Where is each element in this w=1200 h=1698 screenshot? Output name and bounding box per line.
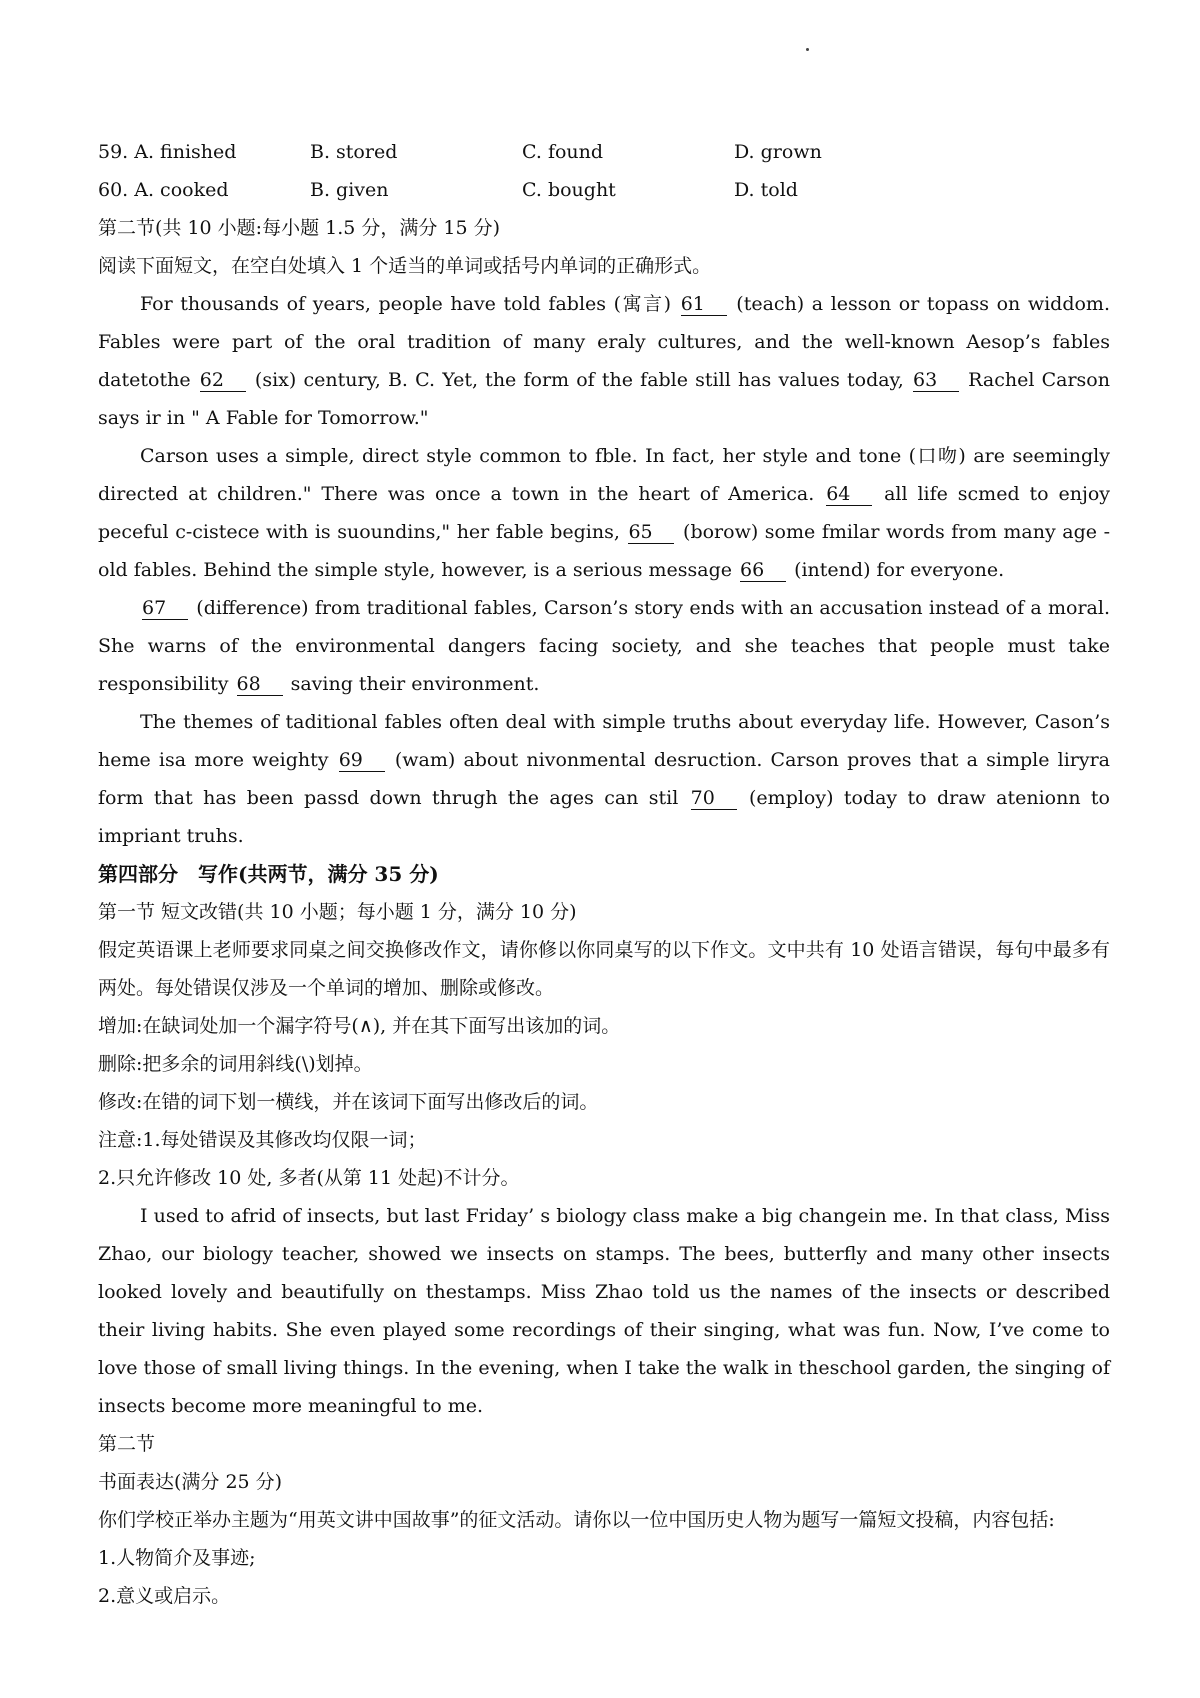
option-d: D. grown [734, 141, 822, 163]
passage-text: (six) century, B. C. Yet, the form of the fable still has values today, [247, 369, 911, 391]
passage-text: all life scmed to enjoy peceful c-cistece with is suoundins," her fable begins, [98, 483, 1111, 543]
rule-add: 增加:在缺词处加一个漏字符号(∧), 并在其下面写出该加的词。 [98, 1015, 621, 1037]
option-b: B. stored [310, 141, 398, 163]
passage-paragraph-2 [98, 437, 1110, 589]
passage-text: The themes of taditional fables often deal with simple truths about everyday life. However, Cason’s heme isa more weighty [98, 711, 1110, 771]
question-60-options [98, 171, 1110, 209]
passage-paragraph-1 [98, 285, 1110, 437]
blank-64: 64 [826, 483, 872, 506]
passage-paragraph-4 [98, 703, 1110, 855]
option-b: B. given [310, 179, 389, 201]
section-2-instruction: 阅读下面短文，在空白处填入 1 个适当的单词或括号内单词的正确形式。 [98, 255, 712, 277]
blank-61: 61 [681, 293, 727, 316]
essay-text: I used to afrid of insects, but last Friday’ s biology class make a big changein me. In that class, Miss Zhao, our biology teacher, showed we insects on stamps. The bees, butterfly and many other insects looked lovely and beautifully on thestamps. Miss Zhao told us the names of the insects or described their living habits. She even played some recordings of their singing, what was fun. Now, I’ve come to love those of small living things. In the evening, when I take the walk in theschool garden, the singing of insects become more meaningful to me. [98, 1205, 1110, 1417]
blank-63: 63 [913, 369, 959, 392]
writing-point-1: 1.人物简介及事迹; [98, 1547, 256, 1569]
section-2-writing-subtitle: 书面表达(满分 25 分) [98, 1471, 283, 1493]
passage-paragraph-3 [98, 589, 1110, 703]
option-c: C. found [522, 141, 604, 163]
option-c: C. bought [522, 179, 616, 201]
option-a: 60. A. cooked [98, 179, 229, 201]
page-speck [806, 48, 809, 51]
blank-69: 69 [339, 749, 385, 772]
exam-page [98, 133, 1110, 1615]
rule-delete: 删除:把多余的词用斜线(\)划掉。 [98, 1053, 373, 1075]
option-a: 59. A. finished [98, 141, 237, 163]
passage-text: Carson uses a simple, direct style common to fble. In fact, her style and tone (口吻) are seemingly directed at children." There was once a town in the heart of America. [98, 445, 1110, 505]
blank-70: 70 [691, 787, 737, 810]
blank-66: 66 [740, 559, 786, 582]
passage-text: (borow) some fmilar words from many age - old fables. Behind the simple style, however, is a serious message [98, 521, 1110, 581]
blank-65: 65 [628, 521, 674, 544]
note-1: 注意:1.每处错误及其修改均仅限一词； [98, 1129, 427, 1151]
passage-text: (intend) for everyone. [788, 559, 1005, 581]
passage-text: Rachel Carson says ir in " A Fable for Tomorrow." [98, 369, 1110, 429]
writing-task-intro: 你们学校正举办主题为“用英文讲中国故事”的征文活动。请你以一位中国历史人物为题写一篇短文投稿，内容包括: [98, 1509, 1055, 1531]
section-2-title: 第二节(共 10 小题:每小题 1.5 分，满分 15 分) [98, 217, 501, 239]
section-1-intro: 假定英语课上老师要求同桌之间交换修改作文，请你修以你同桌写的以下作文。文中共有 10 处语言错误，每句中最多有两处。每处错误仅涉及一个单词的增加、删除或修改。 [98, 939, 1110, 999]
passage-text: saving their environment. [284, 673, 540, 695]
question-59-options [98, 133, 1110, 171]
passage-text: (employ) today to draw atenionn to impriant truhs. [98, 787, 1110, 847]
part-4-title: 第四部分 写作(共两节，满分 35 分) [98, 862, 439, 886]
passage-text: (wam) about nivonmental desruction. Carson proves that a simple liryra form that has been passd down thrugh the ages can stil [98, 749, 1110, 809]
writing-point-2: 2.意义或启示。 [98, 1585, 231, 1607]
passage-text: (difference) from traditional fables, Carson’s story ends with an accusation instead of a moral. She warns of the environmental dangers facing society, and she teaches that people must take responsibility [98, 597, 1110, 695]
blank-62: 62 [200, 369, 246, 392]
section-1-title: 第一节 短文改错(共 10 小题；每小题 1 分，满分 10 分) [98, 901, 577, 923]
blank-67: 67 [142, 597, 188, 620]
note-2: 2.只允许修改 10 处, 多者(从第 11 处起)不计分。 [98, 1167, 520, 1189]
passage-text: (teach) a lesson or topass on widdom. Fables were part of the oral tradition of many eraly cultures, and the well-known Aesop’s fables datetothe [98, 293, 1110, 391]
option-d: D. told [734, 179, 798, 201]
passage-text: For thousands of years, people have told fables (寓言) [140, 293, 679, 315]
rule-modify: 修改:在错的词下划一横线，并在该词下面写出修改后的词。 [98, 1091, 599, 1113]
section-2-writing-title: 第二节 [98, 1433, 156, 1455]
blank-68: 68 [237, 673, 283, 696]
